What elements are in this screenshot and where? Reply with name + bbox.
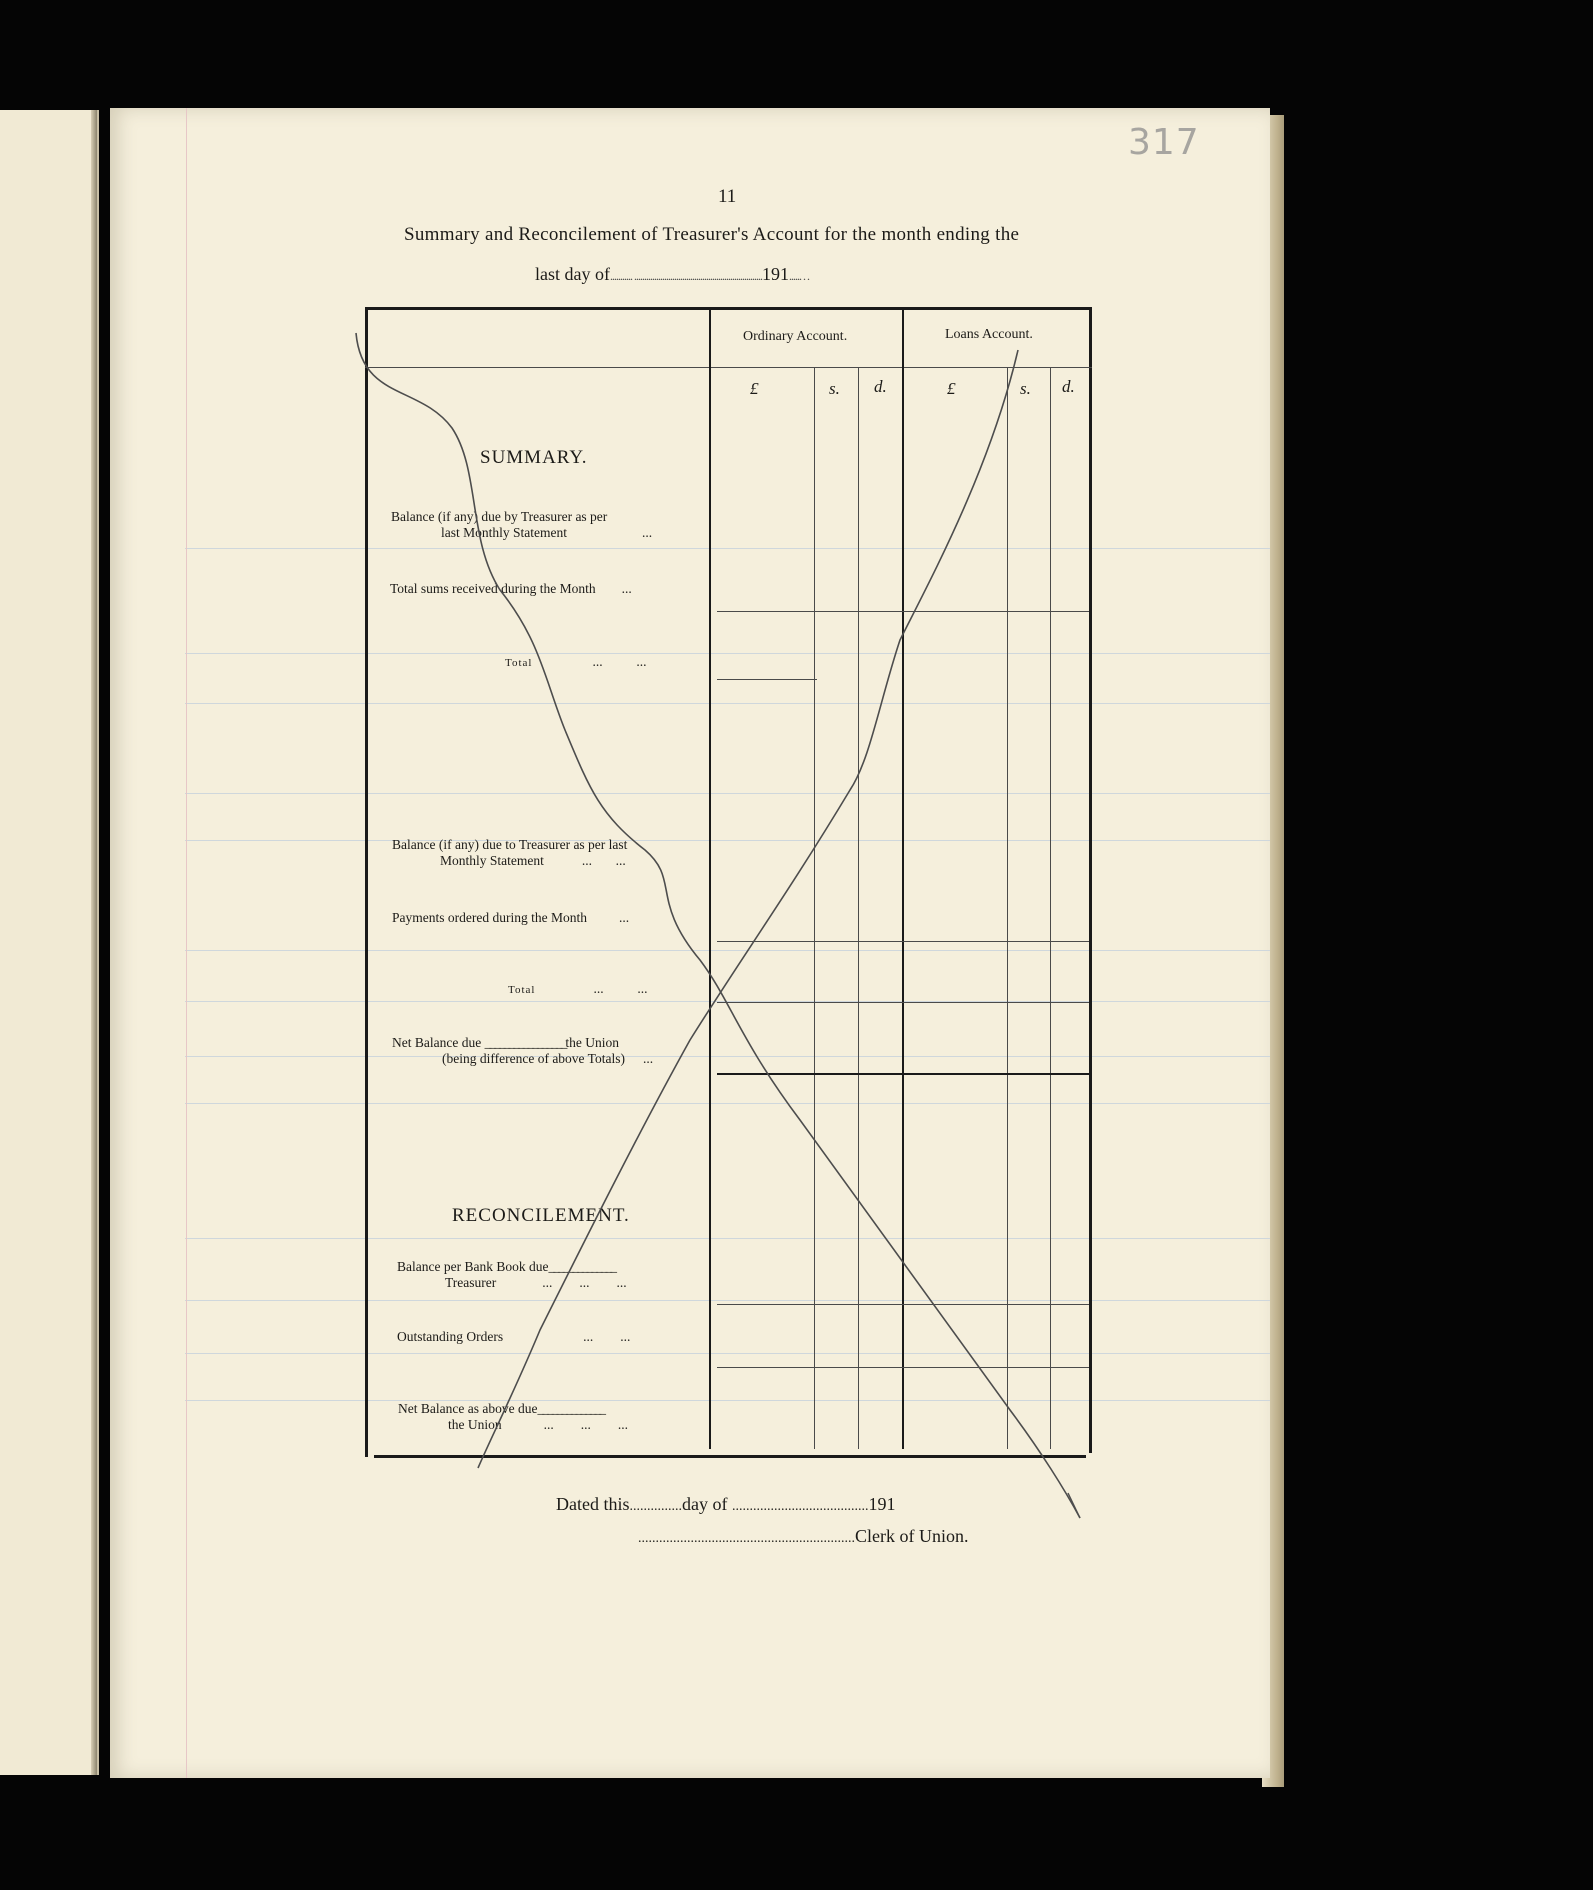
summary-row-balance-to-treasurer: Balance (if any) due to Treasurer as per last Monthly Statement ... ... xyxy=(392,837,628,868)
summary-row-total-2: Total ... ... xyxy=(508,981,648,996)
title-dots-1: ........... ................................................................ xyxy=(609,269,762,283)
ordinary-account-header: Ordinary Account. xyxy=(743,329,848,344)
loans-pounds-header: £ xyxy=(947,379,956,398)
cancel-stroke-tail xyxy=(1068,1493,1080,1518)
reconcilement-row-net-balance: Net Balance as above due______________ the Union ... ... ... xyxy=(398,1401,628,1432)
summary-row-balance-by-treasurer: Balance (if any) due by Treasurer as per last Monthly Statement ... xyxy=(391,509,653,540)
loans-pence-header: d. xyxy=(1062,377,1075,396)
summary-row-total-received: Total sums received during the Month ... xyxy=(390,581,632,596)
loans-account-header: Loans Account. xyxy=(945,327,1033,342)
cancel-stroke-curve xyxy=(356,333,1080,1518)
title-dots-2: ...... . . xyxy=(788,269,809,283)
title-last-day-label: last day of xyxy=(535,264,610,284)
reconcilement-heading: RECONCILEMENT. xyxy=(452,1205,630,1226)
summary-row-total-1: Total ... ... xyxy=(505,654,647,669)
loans-shillings-header: s. xyxy=(1020,379,1031,398)
page-title: Summary and Reconcilement of Treasurer's Account for the month ending the xyxy=(404,224,1020,245)
cancel-stroke-diagonal xyxy=(478,350,1018,1468)
ordinary-shillings-header: s. xyxy=(829,379,840,398)
dated-line: Dated this...............day of .......................................191 xyxy=(556,1494,896,1514)
reconcilement-row-bank-book: Balance per Bank Book due______________ Treasurer ... ... ... xyxy=(397,1259,627,1290)
summary-row-payments-ordered: Payments ordered during the Month ... xyxy=(392,910,630,925)
title-year: 191 xyxy=(761,264,789,284)
summary-row-net-balance: Net Balance due _________________the Union (being difference of above Totals) ... xyxy=(392,1035,654,1066)
page-number: 11 xyxy=(718,186,737,207)
stamp-number: 317 xyxy=(1128,122,1200,163)
clerk-signature-line: ..............................................................Clerk of Union. xyxy=(638,1526,969,1546)
summary-heading: SUMMARY. xyxy=(480,447,588,468)
ordinary-pence-header: d. xyxy=(874,377,887,396)
ordinary-pounds-header: £ xyxy=(750,379,759,398)
reconcilement-row-outstanding-orders: Outstanding Orders ... ... xyxy=(397,1329,631,1344)
